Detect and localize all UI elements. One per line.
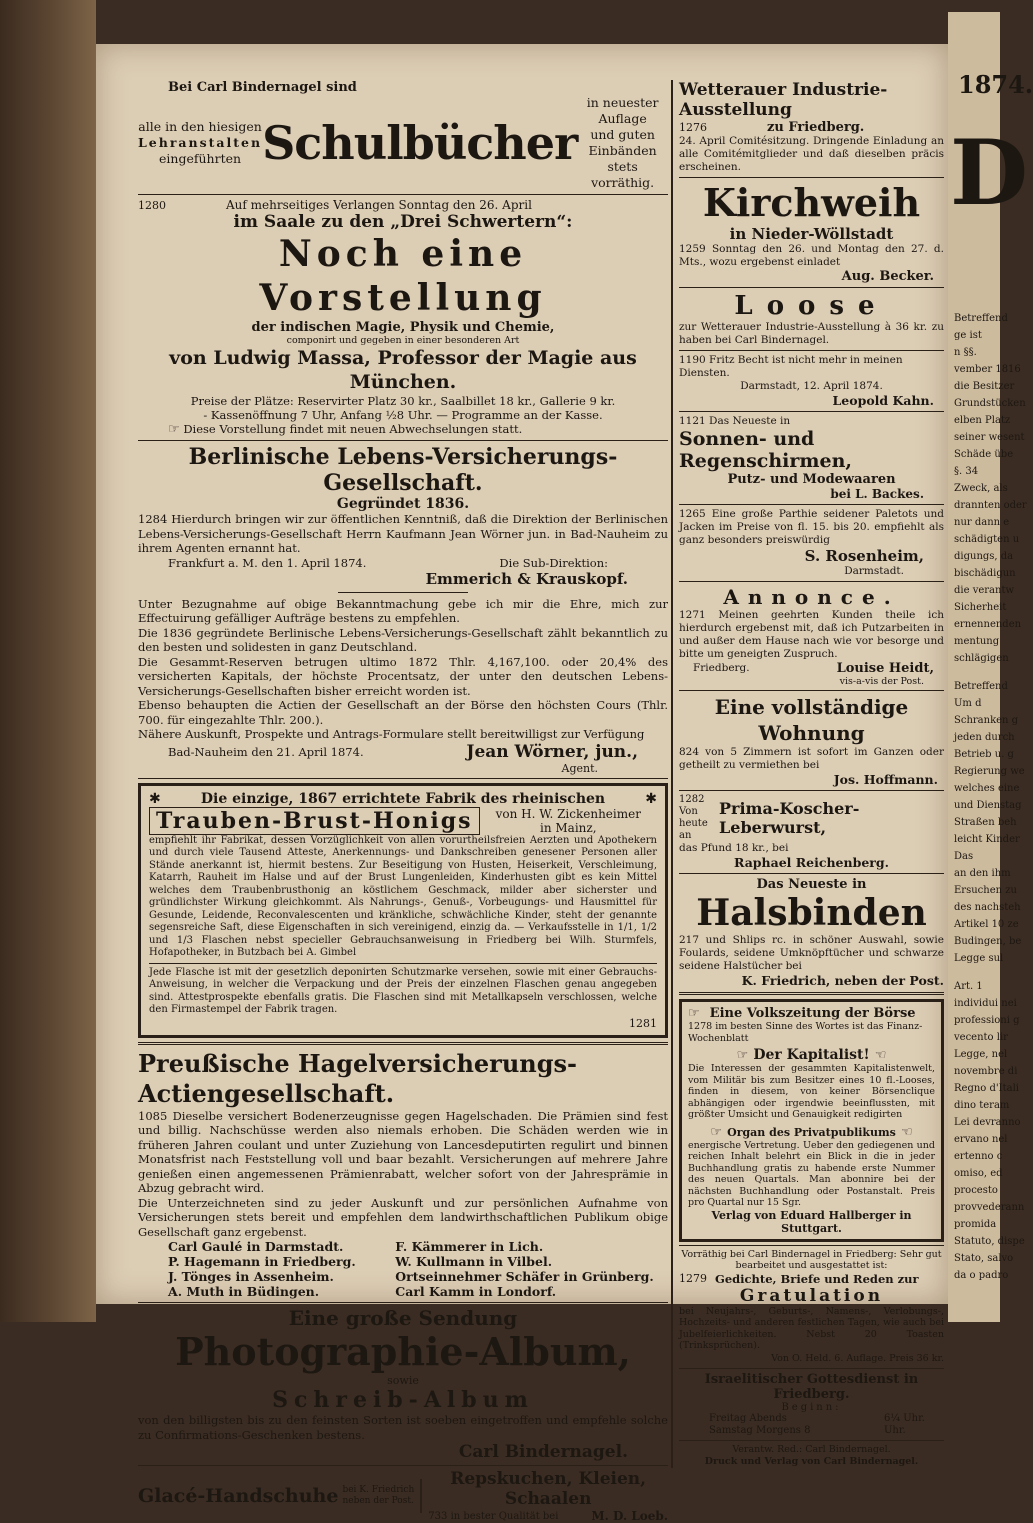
adjacent-page-fragment: die Besitzer xyxy=(954,381,1015,392)
service-time: 6¼ Uhr. xyxy=(884,1412,925,1424)
divider xyxy=(679,790,944,791)
adjacent-page-fragment: Betrieb u. g xyxy=(954,749,1014,760)
ad-text: Die Interessen der gesammten Kapitalistenwelt, vom Militär bis zum Besitzer eines 10 fl.-Looses, finden in diesem, von keiner Börsenclique abhängigen oder irgendwie beeinflussten, mit größter Umsicht und Genauigkeit redigirten xyxy=(688,1063,935,1120)
adjacent-page-fragment: an den ihm xyxy=(954,868,1011,879)
agent-name: Carl Gaulé in Darmstadt. xyxy=(168,1239,344,1254)
adjacent-page-fragment: Regierung we xyxy=(954,766,1025,777)
ad-loose xyxy=(679,291,944,347)
ad-bottom-strip xyxy=(138,1469,668,1523)
divider xyxy=(679,287,944,288)
adjacent-page-fragment: Art. 1 xyxy=(954,981,983,992)
adjacent-page-fragment: vecento lir xyxy=(954,1032,1008,1043)
left-column xyxy=(138,80,668,1523)
ad-signature: Jos. Hoffmann. xyxy=(833,772,938,787)
agent-name: Ortseinnehmer Schäfer in Grünberg. xyxy=(395,1269,654,1284)
divider xyxy=(138,194,668,195)
ad-text: Die Unterzeichneten sind zu jeder Auskunft und zur persönlichen Aufnahme von Versicherungen stets bereit und empfehlen dem landwirthschaftlichen Publikum obige Gesellschaft ganz ergebenst. xyxy=(138,1195,668,1239)
ad-leberwurst xyxy=(679,794,944,870)
ad-line: zu Friedberg. xyxy=(767,120,865,135)
adjacent-page-year: 1874. xyxy=(958,70,1033,99)
divider xyxy=(138,440,668,441)
adjacent-page-fragment: mentung xyxy=(954,636,1000,647)
ad-text: 824 von 5 Zimmern ist sofort im Ganzen oder getheilt zu vermiethen bei xyxy=(679,746,944,771)
divider xyxy=(679,690,944,691)
ad-right-line: in neuester Auflage xyxy=(586,95,659,126)
ad-text: 1259 Sonntag den 26. und Montag den 27. d. Mts., wozu ergebenst einladet xyxy=(679,243,944,268)
ad-number: 1281 xyxy=(629,1016,657,1030)
adjacent-page-fragment: Das xyxy=(954,851,974,862)
adjacent-page-fragment: da o padro xyxy=(954,1270,1009,1281)
colophon-editor: Verantw. Red.: Carl Bindernagel. xyxy=(732,1443,891,1455)
adjacent-page-fragment: procesto xyxy=(954,1185,998,1196)
ad-line: im Saale zu den „Drei Schwertern“: xyxy=(233,212,573,232)
ad-line: von H. W. Zickenheimer xyxy=(495,806,641,821)
adjacent-page-fragment: digungs, da xyxy=(954,551,1014,562)
adjacent-page-fragment: dino teram xyxy=(954,1100,1010,1111)
ad-line: bei K. Friedrich xyxy=(342,1485,415,1495)
ad-right-line: und guten Einbänden xyxy=(588,127,657,158)
ad-headline: Eine Volkszeitung der Börse xyxy=(709,1006,916,1021)
ad-headline: Noch eine Vorstellung xyxy=(259,233,547,319)
adjacent-page-fragment: seiner wesent xyxy=(954,432,1025,443)
adjacent-page-fragment: Betreffend xyxy=(954,313,1008,324)
ad-headline: Kirchweih xyxy=(702,180,921,225)
adjacent-page-fragment: Stato, salvo xyxy=(954,1253,1014,1264)
divider xyxy=(338,592,468,593)
ad-line: der indischen Magie, Physik und Chemie, xyxy=(251,320,555,335)
pointing-hand-icon: ☞ xyxy=(736,1048,749,1063)
right-column xyxy=(671,80,944,1468)
book-spine xyxy=(0,0,96,1322)
adjacent-page-fragment: ervano nel xyxy=(954,1134,1008,1145)
ad-signature: Carl Bindernagel. xyxy=(458,1442,628,1462)
pointing-hand-icon: ☞ xyxy=(688,1006,700,1021)
adjacent-page-fragment: welches eine xyxy=(954,783,1020,794)
ad-berlinische xyxy=(138,444,668,775)
divider xyxy=(679,1368,944,1369)
ad-text: das Pfund 18 kr., bei xyxy=(679,842,789,854)
divider xyxy=(679,411,944,412)
adjacent-page-fragment: ertenno c xyxy=(954,1151,1003,1162)
ad-signature: Leopold Kahn. xyxy=(832,393,934,408)
adjacent-page-fragment: Sicherheit xyxy=(954,602,1007,613)
ad-line: - Kassenöffnung 7 Uhr, Anfang ½8 Uhr. — Programme an der Kasse. xyxy=(203,408,603,422)
ad-vorstellung xyxy=(138,198,668,437)
adjacent-page-fragment: Um d xyxy=(954,698,982,709)
ad-left-line: eingeführten xyxy=(159,151,242,166)
ad-signature: Raphael Reichenberg. xyxy=(734,855,889,870)
ad-text: 1271 Meinen geehrten Kunden theile ich hierdurch ergebenst mit, daß ich Putzarbeiten in und außer dem Hause nach wie vor besorge und bitte um geneigten Zuspruch. xyxy=(679,609,944,660)
ad-number: 733 xyxy=(428,1510,448,1522)
ad-line: Die Sub-Direktion: xyxy=(499,555,608,570)
service-day: Freitag Abends xyxy=(709,1412,787,1424)
ad-headline: Sonnen- und Regenschirmen, xyxy=(679,428,852,472)
agent-name: A. Muth in Büdingen. xyxy=(168,1284,320,1299)
adjacent-page-fragment: promida xyxy=(954,1219,997,1230)
ad-headline: Loose xyxy=(734,291,889,321)
ad-line: Die einzige, 1867 errichtete Fabrik des rheinischen xyxy=(200,790,606,807)
adjacent-page-letter: D xyxy=(950,120,1029,226)
adjacent-page-fragment: Budingen, be xyxy=(954,936,1022,947)
adjacent-page-fragment: Schäde übe xyxy=(954,449,1014,460)
ad-text: Die Gesammt-Reserven betrugen ultimo 1872 Thlr. 4,167,100. oder 20,4% des versicherten Kapitals, der höchste Procentsatz, der unter den deutschen Lebens-Versicherungs-Gesellschaften bisher erreicht worden ist. xyxy=(138,654,668,698)
ad-line: Friedberg. xyxy=(693,662,750,674)
pointing-hand-icon: ☞ xyxy=(168,422,180,437)
ad-schulbuecher xyxy=(138,80,668,191)
ad-kapitalist xyxy=(679,999,944,1242)
ad-text: Unter Bezugnahme auf obige Bekanntmachung gebe ich mir die Ehre, mich zur Effectuirung gefälliger Aufträge bestens zu empfehlen. xyxy=(138,596,668,625)
adjacent-page-fragment: schädigten u xyxy=(954,534,1020,545)
ad-headline: Eine vollständige Wohnung xyxy=(714,695,909,745)
colophon-publisher: Druck und Verlag von Carl Bindernagel. xyxy=(704,1455,919,1467)
adjacent-page-fragment: Zweck, als xyxy=(954,483,1008,494)
adjacent-page-fragment: und Dienstag xyxy=(954,800,1022,811)
ad-headline: Glacé-Handschuhe xyxy=(138,1485,339,1507)
divider xyxy=(138,1465,668,1466)
ad-ausstellung xyxy=(679,80,944,174)
ad-text: bei Neujahrs-, Geburts-, Namens-, Verlobungs-, Hochzeits- und anderen festlichen Tagen, wie auch bei Jubelfeierlichkeiten. Nebst 20 Toasten (Trinksprüchen). xyxy=(679,1305,944,1351)
ad-line: Verlag von Eduard Hallberger in Stuttgart. xyxy=(711,1208,912,1235)
ad-date: Frankfurt a. M. den 1. April 1874. xyxy=(168,555,367,570)
ad-line: Gedichte, Briefe und Reden zur xyxy=(715,1271,919,1286)
ad-line: Auf mehrseitiges Verlangen Sonntag den 26. April xyxy=(226,198,532,212)
ad-line: Von heute an xyxy=(679,806,708,841)
ad-line: 1121 Das Neueste in xyxy=(679,415,791,427)
adjacent-page-fragment: Statuto, dispe xyxy=(954,1236,1025,1247)
ad-right-line: stets vorräthig. xyxy=(591,159,655,190)
adjacent-page-fragment: Straßen beh xyxy=(954,817,1017,828)
ad-headline: Annonce. xyxy=(723,585,900,609)
adjacent-page-fragment: leicht Kinder xyxy=(954,834,1020,845)
ad-text: 217 und Shlips rc. in schöner Auswahl, sowie Foulards, seidene Umknöpftücher und schwarze seidene Halstücher bei xyxy=(679,934,944,972)
divider xyxy=(679,1245,944,1246)
ad-line: sowie xyxy=(387,1374,419,1387)
adjacent-page-fragment: Betreffend xyxy=(954,681,1008,692)
ad-text: 1284 Hierdurch bringen wir zur öffentlichen Kenntniß, daß die Direktion der Berlinischen Lebens-Versicherungs-Gesellschaft Herrn Kaufmann Jean Wörner jun. in Bad-Nauheim zu ihrem Agenten ernannt hat. xyxy=(138,512,668,555)
ad-halsbinden xyxy=(679,877,944,988)
adjacent-page-fragment: Schranken g xyxy=(954,715,1019,726)
ad-schirme xyxy=(679,415,944,501)
adjacent-page-fragment: Ersuchen zu xyxy=(954,885,1017,896)
ad-line: Preise der Plätze: Reservirter Platz 30 kr., Saalbillet 18 kr., Gallerie 9 kr. xyxy=(190,394,616,408)
ad-line: Das Neueste in xyxy=(756,877,867,892)
adjacent-page-fragment: omiso, ed xyxy=(954,1168,1003,1179)
ad-number: 1282 xyxy=(679,794,705,805)
ad-signature: Emmerich & Krauskopf. xyxy=(425,569,628,588)
ad-headline: Trauben-Brust-Honigs xyxy=(149,807,480,835)
ad-line: Schreib-Album xyxy=(272,1387,534,1413)
adjacent-page-fragment: ge ist xyxy=(954,330,982,341)
adjacent-page-fragment: ernennenden xyxy=(954,619,1022,630)
ad-text: von den billigsten bis zu den feinsten Sorten ist soeben eingetroffen und empfehle solche zu Confirmations-Geschenken bestens. xyxy=(138,1413,668,1442)
ad-gratulation xyxy=(679,1249,944,1365)
ad-text: zur Wetterauer Industrie-Ausstellung à 36 kr. zu haben bei Carl Bindernagel. xyxy=(679,321,944,346)
divider xyxy=(679,992,944,995)
ad-left-line: alle in den hiesigen xyxy=(138,119,262,134)
adjacent-page-fragment: novembre di xyxy=(954,1066,1018,1077)
ad-headline: Halsbinden xyxy=(696,892,927,934)
agent-name: W. Kullmann in Vilbel. xyxy=(395,1254,553,1269)
service-day: Samstag Morgens 8 xyxy=(709,1424,811,1436)
ad-wohnung xyxy=(679,694,944,787)
ad-headline: Repskuchen, Kleien, Schaalen xyxy=(450,1469,647,1509)
ad-headline: Schulbücher xyxy=(262,116,578,170)
ad-headline: Preußische Hagelversicherungs-Actiengesellschaft. xyxy=(138,1048,577,1108)
adjacent-page-fragment: nur dann e xyxy=(954,517,1010,528)
ad-line: Eine große Sendung xyxy=(288,1306,518,1330)
ad-headline: Gratulation xyxy=(739,1285,884,1306)
adjacent-page-fragment: jeden durch xyxy=(954,732,1015,743)
adjacent-page-fragment: elben Platz xyxy=(954,415,1011,426)
ad-line: Organ des Privatpublikums xyxy=(727,1125,896,1139)
pointing-hand-icon: ☞ xyxy=(710,1124,723,1140)
star-icon: ✱ xyxy=(645,790,657,807)
ad-text: Vorräthig bei Carl Bindernagel in Friedberg: Sehr gut bearbeitet und ausgestattet ist: xyxy=(681,1248,942,1271)
divider xyxy=(679,873,944,874)
service-time: Uhr. xyxy=(884,1424,906,1436)
agent-name: F. Kämmerer in Lich. xyxy=(395,1239,544,1254)
ad-signature: Aug. Becker. xyxy=(841,269,934,284)
divider xyxy=(679,177,944,178)
adjacent-page-edge xyxy=(948,12,1033,1322)
adjacent-page-fragment: Artikel 10 ze xyxy=(954,919,1019,930)
ad-date: Bad-Nauheim den 21. April 1874. xyxy=(168,744,364,759)
ad-line: Gegründet 1836. xyxy=(336,496,470,512)
ad-text: Nähere Auskunft, Prospekte und Antrags-Formulare stellt bereitwilligst zur Verfügung xyxy=(138,727,645,741)
ad-line: in Mainz, xyxy=(540,820,597,835)
divider xyxy=(138,1302,668,1303)
divider xyxy=(679,350,944,351)
ad-traubenhonig xyxy=(138,783,668,1038)
ad-headline: Israelitischer Gottesdienst in Friedberg. xyxy=(704,1371,919,1402)
ad-headline: Wetterauer Industrie-Ausstellung xyxy=(679,80,888,120)
star-icon: ✱ xyxy=(149,790,161,807)
ad-text: Die 1836 gegründete Berlinische Lebens-Versicherungs-Gesellschaft zählt bekanntlich zu den besten und solidesten in ganz Deutschland. xyxy=(138,625,668,654)
ad-number: 1278 xyxy=(688,1021,713,1032)
adjacent-page-fragment: individui nei xyxy=(954,998,1017,1009)
ad-line: Putz- und Modewaaren xyxy=(727,472,896,487)
ad-line: Agent. xyxy=(561,761,598,775)
divider xyxy=(138,1042,668,1045)
ad-line: im besten Sinne des Wortes ist das Finanz-Wochenblatt xyxy=(688,1021,923,1044)
adjacent-page-fragment: Regno d'Itali xyxy=(954,1083,1019,1094)
divider xyxy=(679,1440,944,1441)
adjacent-page-fragment: die verantw xyxy=(954,585,1015,596)
divider xyxy=(138,778,668,779)
ad-line: von Ludwig Massa, Professor der Magie aus München. xyxy=(169,347,637,393)
ad-line: Beginn: xyxy=(781,1401,842,1413)
divider xyxy=(679,581,944,582)
ad-number: 1280 xyxy=(138,198,166,212)
ad-text: 24. April Comitésitzung. Dringende Einladung an alle Comitémitglieder und daß dieselben präcis erscheinen. xyxy=(679,135,944,173)
ad-line: in Nieder-Wöllstadt xyxy=(729,225,894,243)
ad-text: 1190 Fritz Becht ist nicht mehr in meinen Diensten. xyxy=(679,354,903,379)
ad-number: 1276 xyxy=(679,121,707,134)
ad-headline: Berlinische Lebens-Versicherungs-Gesellschaft. xyxy=(188,444,618,496)
ad-left-line: Lehranstalten xyxy=(138,135,263,150)
ad-signature: S. Rosenheim, xyxy=(804,547,924,565)
ad-date: Darmstadt, 12. April 1874. xyxy=(740,380,883,392)
agent-name: P. Hagemann in Friedberg. xyxy=(168,1254,356,1269)
ad-kirchweih xyxy=(679,181,944,284)
ad-line: in bester Qualität bei xyxy=(450,1510,559,1522)
ad-signature: bei L. Backes. xyxy=(830,487,924,501)
ad-number: 1279 xyxy=(679,1272,707,1285)
pointing-hand-left-icon: ☜ xyxy=(874,1048,887,1063)
pointing-hand-left-icon: ☜ xyxy=(900,1124,913,1140)
adjacent-page-fragment: n §§. xyxy=(954,347,977,358)
ad-line: componirt und gegeben in einer besonderen Art xyxy=(286,335,520,346)
ad-becht xyxy=(679,354,944,408)
divider xyxy=(149,963,657,964)
adjacent-page-fragment: Legge sul xyxy=(954,953,1004,964)
ad-signature: Jean Wörner, jun., xyxy=(466,741,638,762)
ad-text: energische Vertretung. Ueber den gediegenen und reichen Inhalt belehrt ein Blick in die in jeder Buchhandlung gratis zu habende erste Nummer des neuen Quartals. Man abonnire bei der nächsten Buchhandlung oder Postanstalt. Preis pro Quartal nur 15 Sgr. xyxy=(688,1139,935,1208)
adjacent-page-fragment: Legge, nel xyxy=(954,1049,1008,1060)
ad-pre: Bei Carl Bindernagel sind xyxy=(168,80,357,95)
ad-gottesdienst xyxy=(679,1372,944,1437)
divider xyxy=(679,504,944,505)
newspaper-page xyxy=(96,44,948,1523)
ad-annonce xyxy=(679,585,944,687)
ad-line: Diese Vorstellung findet mit neuen Abwechselungen statt. xyxy=(183,422,523,436)
ad-line: vis-a-vis der Post. xyxy=(839,676,924,687)
ad-headline: Photographie-Album, xyxy=(175,1329,631,1374)
ad-text: empfiehlt ihr Fabrikat, dessen Vorzüglichkeit von allen vorurtheilsfreien Aerzten und Apothekern und durch viele Tausend Atteste, Anerkennungs- und Dankschreiben genesener Personen aller Stände anerkannt ist, hiermit bestens. Zur Beseitigung von Husten, Heiserkeit, Verschleimung, Katarrh, Rauheit im Halse und auf der Brust Lungenleiden, Kinderhusten gibt es kein Mittel welches dem Traubenbrusthonig an köstlichem Geschmack, milder aber sicherster und gründlichster Wirkung gleichkommt. Als Nahrungs-, Genuß-, Vorbeugungs- und Hausmittel für Gesunde, Leidende, Reconvalescenten und kränkliche, schwächliche Kinder, steht der genannte segensreiche Saft, diese Eigenschaften in sich vereinigend, einzig da. — Verkaufsstelle in 1/1, 1/2 und 1/3 Flaschen nebst specieller Gebrauchsanweisung in Friedberg bei Wilh. Sturmfels, Hofapotheker, in Butzbach bei A. Gimbel xyxy=(149,834,657,958)
ad-text: 1085 Dieselbe versichert Bodenerzeugnisse gegen Hagelschaden. Die Prämien sind fest und billig. Nachschüsse werden also niemals erhoben. Die Schäden werden wie in früheren Jahren coulant und unter Zuziehung von Lancesdeputirten regulirt und binnen Monatsfrist nach Feststellung voll und baar bezahlt. Versicherungen auf mehrere Jahre genießen einen angemessenen Prämienrabatt, welcher sofort von der Jahresprämie in Abzug gebracht wird. xyxy=(138,1108,668,1195)
ad-line: Darmstadt. xyxy=(844,565,904,577)
adjacent-page-fragment: Grundstücken xyxy=(954,398,1026,409)
agent-name: Carl Kamm in Londorf. xyxy=(395,1284,557,1299)
ad-line: Der Kapitalist! xyxy=(753,1047,870,1063)
adjacent-page-fragment: vember 1816 xyxy=(954,364,1021,375)
ad-paletots xyxy=(679,508,944,578)
adjacent-page-fragment: drannten oder xyxy=(954,500,1027,511)
adjacent-page-fragment: schlägigen xyxy=(954,653,1009,664)
ad-signature: Louise Heidt, xyxy=(836,661,934,676)
ad-line: Von O. Held. 6. Auflage. Preis 36 kr. xyxy=(771,1352,944,1364)
ad-text: 1265 Eine große Parthie seidener Paletots und Jacken im Preise von fl. 15. bis 20. empfiehlt als ganz besonders preiswürdig xyxy=(679,508,944,546)
ad-signature: M. D. Loeb. xyxy=(591,1509,668,1523)
divider xyxy=(420,1479,422,1513)
ad-text: Jede Flasche ist mit der gesetzlich deponirten Schutzmarke versehen, sowie mit einer Gebrauchs-Anweisung, in welcher die Verpackung und der Preis der einzelnen Flaschen genau angegeben sind. Attestprospekte ebenfalls gratis. Die Flaschen sind mit Metallkapseln verschlossen, welche den Firmastempel der Fabrik tragen. xyxy=(149,966,657,1015)
ad-signature: K. Friedrich, neben der Post. xyxy=(741,973,944,988)
adjacent-page-fragment: bischädigun xyxy=(954,568,1016,579)
adjacent-page-fragment: Lei devranno xyxy=(954,1117,1021,1128)
ad-line: neben der Post. xyxy=(342,1496,414,1506)
agent-name: J. Tönges in Assenheim. xyxy=(168,1269,334,1284)
adjacent-page-fragment: provvederann xyxy=(954,1202,1025,1213)
ad-headline: Prima-Koscher-Leberwurst, xyxy=(719,799,860,837)
ad-photographie-album xyxy=(138,1306,668,1462)
colophon xyxy=(679,1444,944,1468)
adjacent-page-fragment: professioni g xyxy=(954,1015,1020,1026)
adjacent-page-fragment: des nachsteh xyxy=(954,902,1021,913)
ad-hagelversicherung xyxy=(138,1049,668,1300)
ad-text: Ebenso behaupten die Actien der Gesellschaft an der Börse den höchsten Cours (Thlr. 700. für eingezahlte Thlr. 200.). xyxy=(138,698,668,727)
adjacent-page-fragment: §. 34 xyxy=(954,466,979,477)
